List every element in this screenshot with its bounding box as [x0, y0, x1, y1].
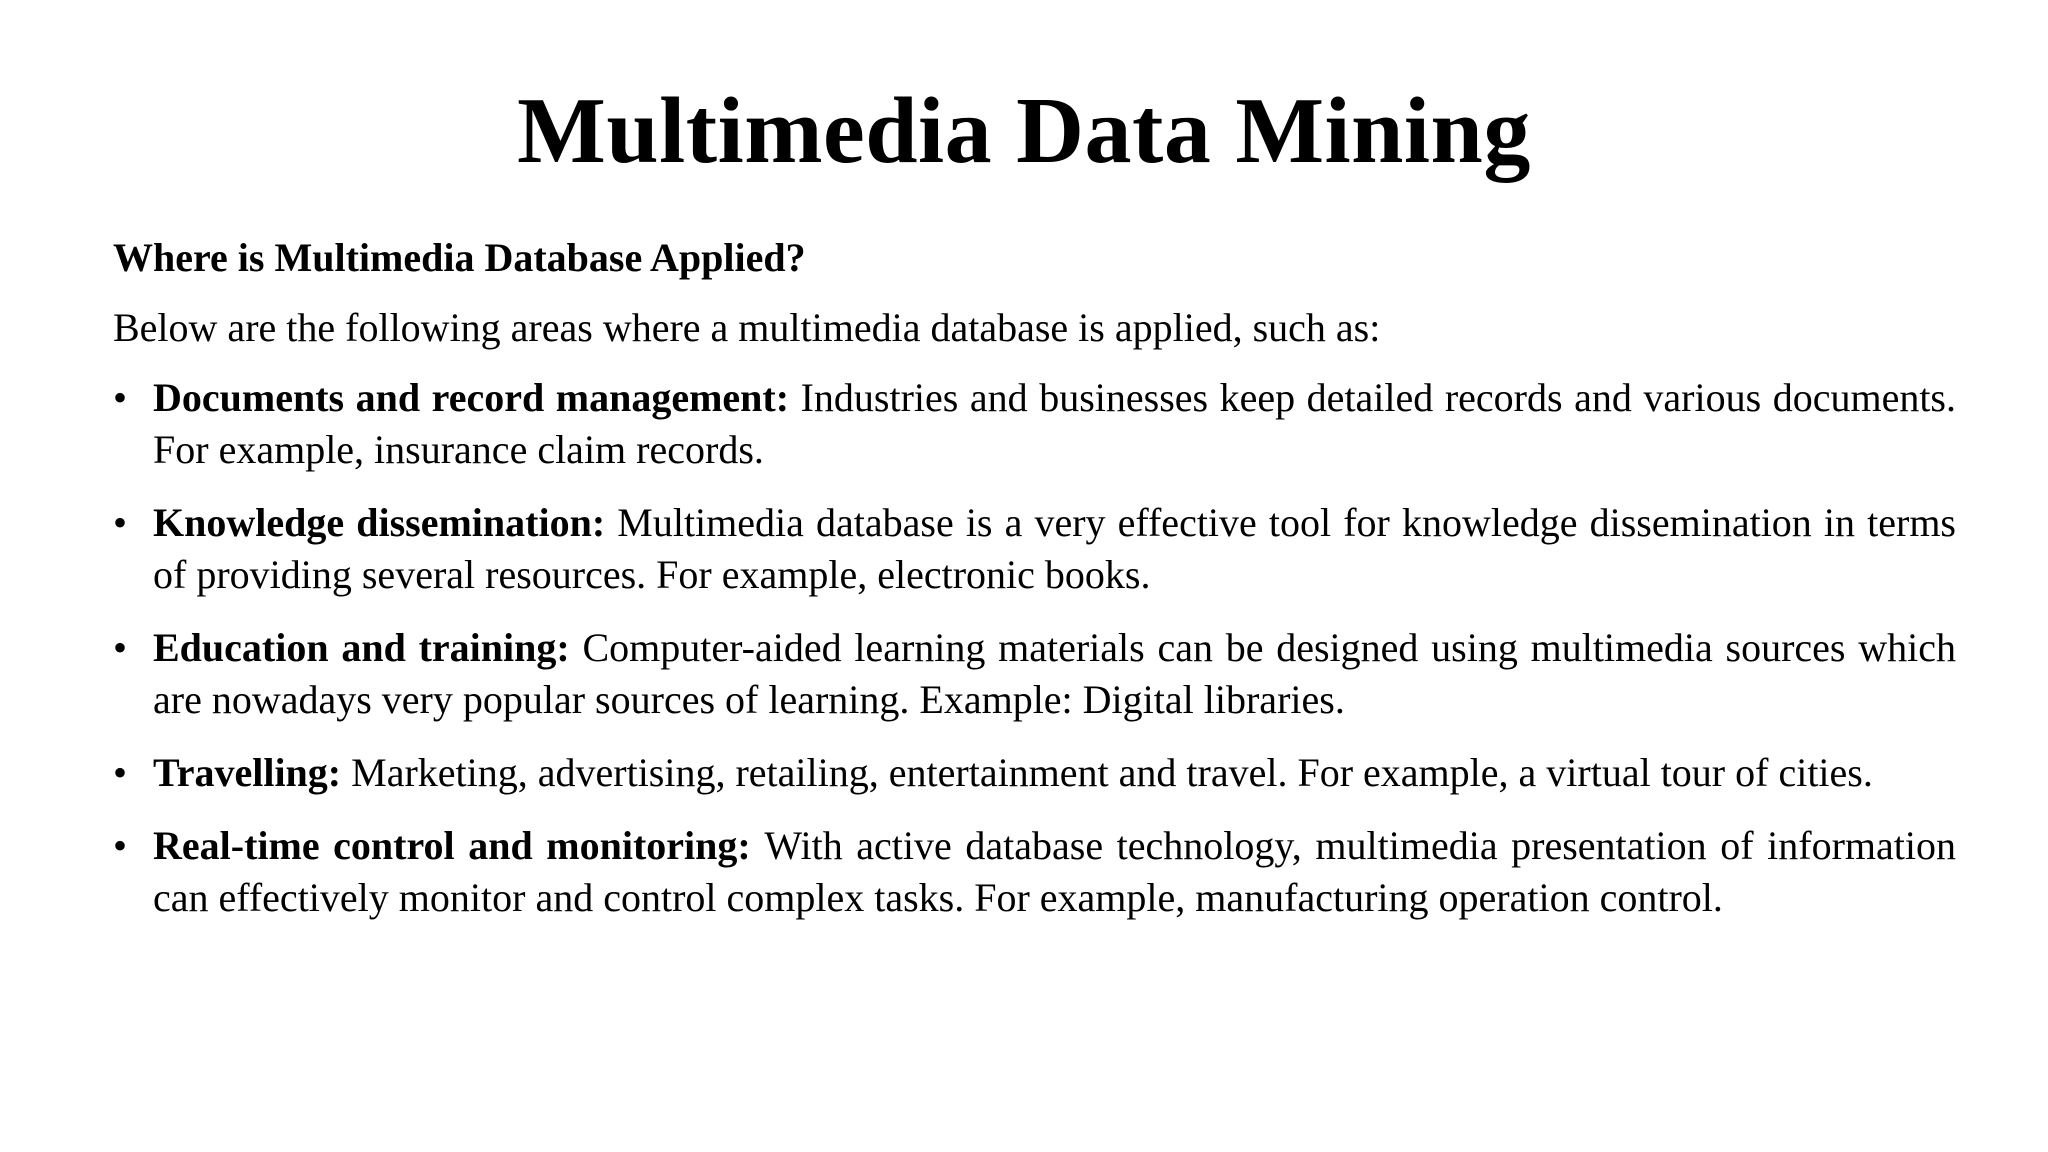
- bullet-term: Documents and record management:: [153, 375, 801, 420]
- slide-content: [113, 230, 1956, 945]
- bullet-term: Travelling:: [153, 750, 352, 795]
- bullet-term: Knowledge dissemination:: [153, 500, 618, 545]
- bullet-term: Education and training:: [153, 625, 583, 670]
- bullet-item-realtime: [113, 820, 1956, 924]
- bullet-icon: •: [113, 823, 128, 868]
- section-heading: Where is Multimedia Database Applied?: [113, 235, 806, 280]
- bullet-text: With active database technology, multimedia presentation of information can effectively monitor and control complex tasks. For example, manufacturing operation control.: [153, 823, 1956, 920]
- bullet-text: Computer-aided learning materials can be designed using multimedia sources which are nowadays very popular sources of learning. Example: Digital libraries.: [153, 625, 1956, 722]
- bullet-icon: •: [113, 625, 128, 670]
- bullet-list: [113, 372, 1956, 924]
- bullet-item-travelling: [113, 747, 1956, 799]
- bullet-text: Multimedia database is a very effective tool for knowledge dissemination in terms of providing several resources. For example, electronic books.: [153, 500, 1956, 597]
- intro-text: Below are the following areas where a multimedia database is applied, such as:: [113, 305, 1381, 350]
- slide-title: Multimedia Data Mining: [517, 79, 1531, 183]
- bullet-icon: •: [113, 500, 128, 545]
- bullet-icon: •: [113, 375, 128, 420]
- bullet-item-documents: [113, 372, 1956, 476]
- bullet-text: Industries and businesses keep detailed records and various documents. For example, insurance claim records.: [153, 375, 1956, 472]
- bullet-item-knowledge: [113, 497, 1956, 601]
- bullet-item-education: [113, 622, 1956, 726]
- bullet-term: Real-time control and monitoring:: [153, 823, 765, 868]
- bullet-icon: •: [113, 750, 128, 795]
- bullet-text: Marketing, advertising, retailing, entertainment and travel. For example, a virtual tour of cities.: [351, 750, 1873, 795]
